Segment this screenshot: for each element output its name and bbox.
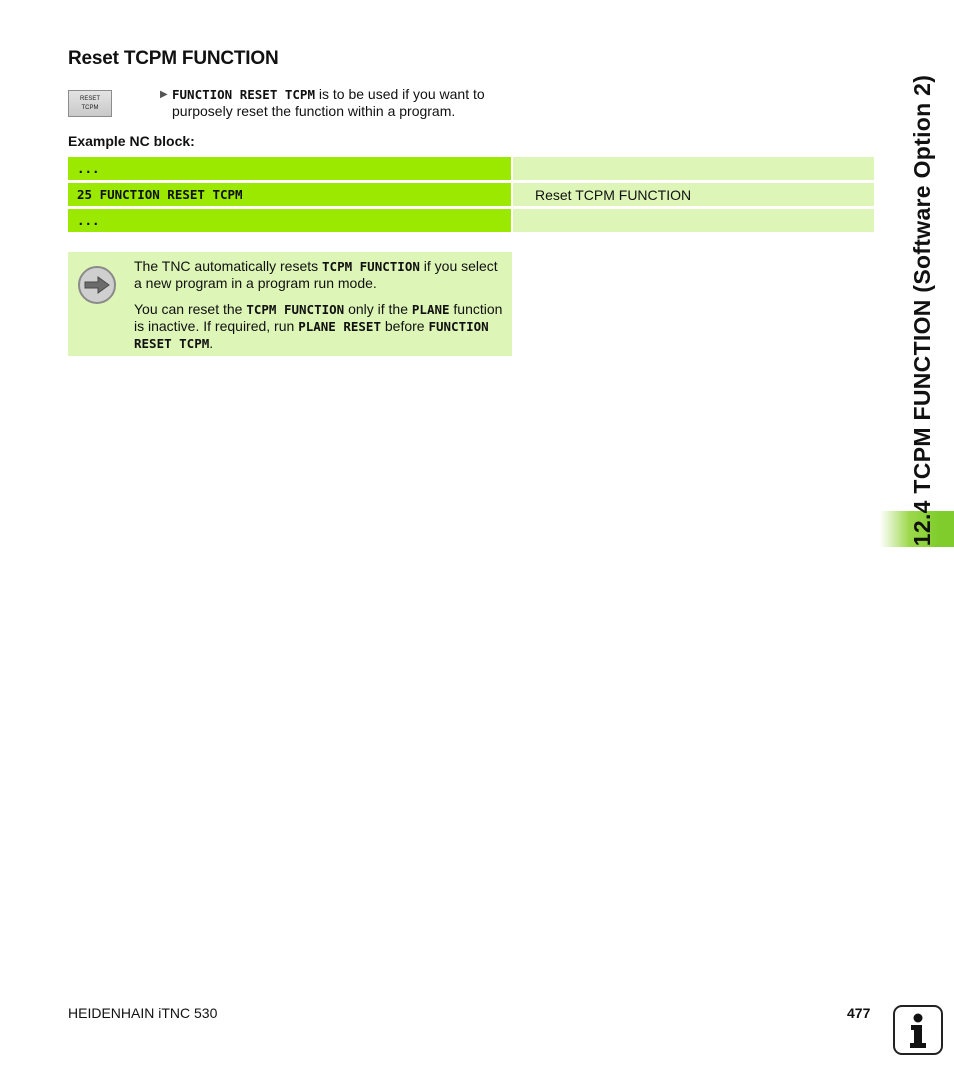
arrow-right-icon [78, 266, 116, 304]
note-code: PLANE [411, 302, 450, 317]
intro-paragraph [172, 86, 502, 119]
nc-row [68, 209, 874, 232]
note-text-segment: if you select a new program in a program run mode. [134, 258, 498, 291]
note-code: TCPM FUNCTION [246, 302, 345, 317]
info-icon [893, 1005, 943, 1055]
nc-comment [513, 209, 874, 232]
note-text-segment: You can reset the [134, 301, 247, 317]
note-text-segment: The TNC automatically resets [134, 258, 323, 274]
chapter-side-title-text: 12.4 TCPM FUNCTION (Software Option 2) [909, 74, 936, 546]
note-text-segment: function is inactive. If required, run [134, 301, 503, 334]
note-paragraph-1 [134, 258, 504, 291]
note-text-segment: . [209, 335, 214, 351]
intro-text: is to be used if you want to purposely reset the function within a program. [172, 86, 485, 119]
softkey-label-line2: TCPM [81, 104, 99, 111]
nc-row [68, 183, 874, 206]
note-paragraph-2 [134, 301, 504, 352]
note-box [68, 252, 512, 356]
chapter-side-title [911, 48, 935, 572]
note-code: PLANE RESET [298, 319, 381, 334]
note-code: TCPM FUNCTION [322, 259, 420, 274]
footer-product: HEIDENHAIN iTNC 530 [68, 1005, 218, 1021]
nc-comment [513, 157, 874, 180]
nc-row [68, 157, 874, 180]
example-heading: Example NC block: [68, 133, 195, 149]
nc-code: ... [68, 157, 511, 180]
softkey-label-line1: RESET [79, 95, 100, 102]
bullet-triangle-icon: ▶ [160, 89, 168, 100]
intro-code: FUNCTION RESET TCPM [172, 87, 315, 102]
nc-code: ... [68, 209, 511, 232]
page-number: 477 [847, 1005, 871, 1021]
section-title: Reset TCPM FUNCTION [68, 48, 279, 69]
nc-block-table [68, 157, 874, 235]
nc-comment: Reset TCPM FUNCTION [513, 183, 874, 206]
note-text-segment: before [380, 318, 429, 334]
note-text [134, 258, 504, 362]
reset-tcpm-softkey[interactable] [68, 90, 112, 117]
note-code: FUNCTION RESET TCPM [134, 319, 489, 351]
note-text-segment: only if the [344, 301, 412, 317]
nc-code: 25 FUNCTION RESET TCPM [68, 183, 511, 206]
